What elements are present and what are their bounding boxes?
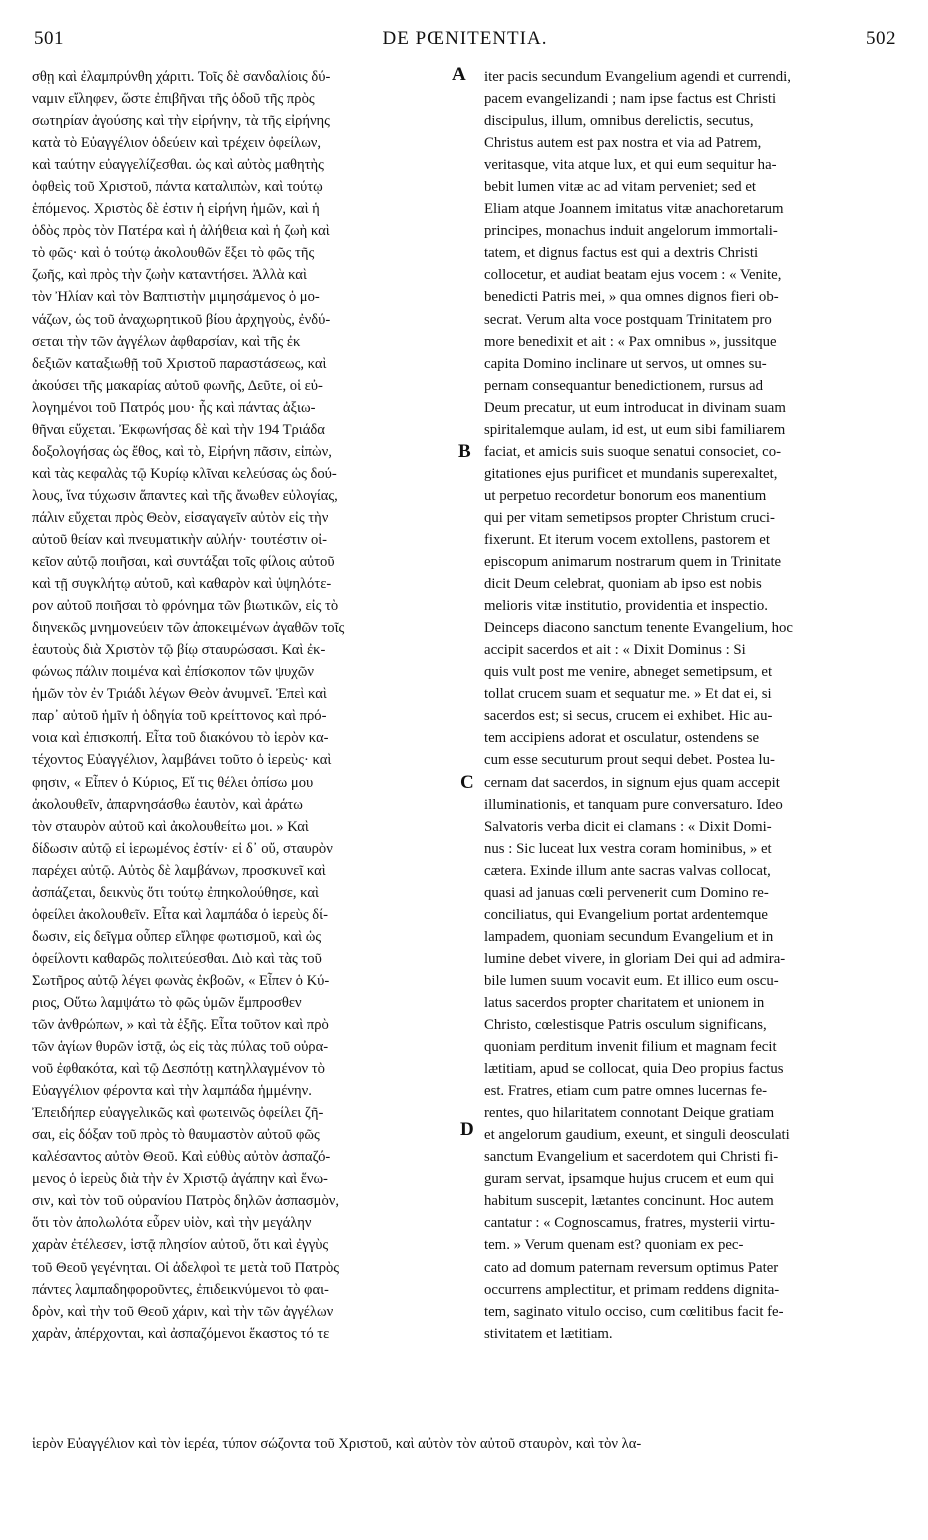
greek-text-line: ὀφείλοντι καθαρῶς πολιτεύεσθαι. Διὸ καὶ τὰς τοῦ [32,950,322,967]
greek-text-line: δοξολογήσας ὡς ἔθος, καὶ τὸ, Εἰρήνη πᾶσιν, εἰπὼν, [32,443,332,460]
latin-text-line: pernam consequantur benedictionem, rursus ad [484,377,763,394]
greek-text-line: σωτηρίαν ἀγούσης καὶ τὴν εἰρήνην, τὰ τῆς εἰρήνης [32,113,330,130]
greek-final-line: ἱερὸν Εὐαγγέλιον καὶ τὸν ἱερέα, τύπον σώζοντα τοῦ Χριστοῦ, καὶ αὐτὸν τὸν αὐτοῦ σταυρὸν, καὶ τὸν λα- [32,1436,642,1452]
greek-text-line: καλέσαντος αὐτὸν Θεοῦ. Καὶ εὐθὺς αὐτὸν ἀσπαζό- [32,1149,331,1166]
latin-text-line: lætitiam, apud se collocat, quia Deo propius factus [484,1061,784,1078]
latin-text-line: gitationes ejus purificet et mundanis superexaltet, [484,465,778,482]
latin-text-line: sacerdos est; si secus, crucem ei exhibet. Hic au- [484,708,773,725]
latin-text-line: qui per vitam semetipsos propter Christum cruci- [484,509,775,526]
greek-text-line: τὸ φῶς· καὶ ὁ τούτῳ ἀκολουθῶν ἕξει τὸ φῶς τῆς [32,245,315,262]
latin-text-line: Christo, cœlestisque Patris osculum significans, [484,1017,767,1034]
greek-text-line: ὁδὸς πρὸς τὸν Πατέρα καὶ ἡ ἀλήθεια καὶ ἡ ζωὴ καὶ [32,223,330,240]
greek-text-line: κατὰ τὸ Εὐαγγέλιον ὁδεύειν καὶ τρέχειν ὀφείλων, [32,135,322,152]
greek-text-line: παρ᾿ αὐτοῦ ἡμῖν ἡ ὁδηγία τοῦ κρείττονος καὶ πρό- [32,708,327,725]
latin-text-line: bebit lumen vitæ ac ad vitam perveniet; sed et [484,179,757,196]
greek-text-line: ἀκολουθεῖν, ἀπαρνησάσθω ἑαυτὸν, καὶ ἀράτω [32,796,303,813]
section-marker-c: C [460,772,474,793]
latin-text-line: ut perpetuo recordetur bonorum eos manentium [484,487,767,504]
latin-text-line: tatem, et dignus factus est qui a dextris Christi [484,245,759,262]
latin-text-line: est. Fratres, etiam cum patre omnes lucernas fe- [484,1083,768,1100]
greek-text-line: ναμιν εἴληφεν, ὥστε ἐπιβῆναι τῆς ὁδοῦ τῆς πρὸς [32,91,315,108]
latin-text-line: cantatur : « Cognoscamus, fratres, mysterii virtu- [484,1215,775,1232]
greek-text-line: πάντες λαμπαδηφοροῦντες, ἐπιδεικνύμενοι τὸ φαι- [32,1281,329,1298]
latin-text-line: Salvatoris verba dicit ei clamans : « Dixit Domi- [484,818,772,835]
greek-text-line: αὐτοῦ θείαν καὶ πνευματικὴν αὐλήν· τουτέστιν οἰ- [32,531,328,548]
latin-text-line: melioris vitæ institutio, providentia et inspectio. [484,598,768,615]
greek-text-line: ἑπόμενος. Χριστὸς δὲ ἐστιν ἡ εἰρήνη ἡμῶν, καὶ ἡ [32,201,320,218]
latin-text-line: secrat. Verum alta voce postquam Trinitatem pro [484,311,772,328]
greek-text-line: νάζων, ὡς τοῦ ἀναχωρητικοῦ βίου ἀρχηγοὺς, ἐνδύ- [32,311,331,328]
latin-text-line: occurrens amplectitur, et primam reddens dignita- [484,1281,780,1298]
greek-text-line: δίδωσιν αὐτῷ εἰ ἱερωμένος ἐστίν· εἰ δ᾿ οὔ, σταυρὸν [32,840,333,857]
greek-text-line: Εὐαγγέλιον φέροντα καὶ τὴν λαμπάδα ἡμμένην. [32,1083,312,1100]
latin-text-line: benedicti Patris mei, » qua omnes dignos fieri ob- [484,289,779,306]
latin-text-line: faciat, et amicis suis suoque senatui consociet, co- [484,443,782,460]
latin-text-line: dicit Deum celebrat, quoniam ab ipso est nobis [484,576,762,593]
greek-text-line: σαι, εἰς δόξαν τοῦ πρὸς τὸ θαυμαστὸν αὐτοῦ φῶς [32,1127,320,1144]
greek-text-line: σεται τὴν τῶν ἀγγέλων ἀφθαρσίαν, καὶ τῆς ἐκ [32,333,301,350]
greek-text-line: λους, ἵνα τύχωσιν ἅπαντες καὶ τῆς ἄνωθεν εὐλογίας, [32,487,338,504]
latin-text-line: quasi ad januas cœli pervenerit cum Domino re- [484,884,769,901]
latin-text-line: more benedixit et ait : « Pax omnibus », jussitque [484,333,777,350]
section-marker-d: D [460,1119,474,1140]
greek-text-line: ἑαυτοὺς διὰ Χριστὸν τῷ βίῳ σταυρώσασι. Καὶ ἐκ- [32,642,326,659]
latin-text-line: lampadem, quoniam secundum Evangelium et in [484,928,774,945]
greek-text-line: χαρὰν ἐτέλεσεν, ἱστᾷ πλησίον αὐτοῦ, ὅτι καὶ ἐγγὺς [32,1237,329,1254]
latin-text-line: stivitatem et lætitiam. [484,1325,613,1342]
greek-text-line: φησιν, « Εἶπεν ὁ Κύριος, Εἴ τις θέλει ὀπίσω μου [32,774,314,791]
latin-text-line: quoniam perditum invenit filium et magnam fecit [484,1039,777,1056]
page-number-left: 501 [34,28,64,49]
greek-text-line: κεῖον αὐτῷ ποιῆσαι, καὶ συντάξαι τοῖς φίλοις αὐτοῦ [32,554,335,571]
latin-text-line: sanctum Evangelium et sacerdotem qui Christi fi- [484,1149,779,1166]
greek-text-line: ὅτι τὸν ἀπολωλότα εὗρεν υἱὸν, καὶ τὴν μεγάλην [32,1215,312,1232]
greek-text-line: λογημένοι τοῦ Πατρός μου· ἧς καὶ πάντας ἀξιω- [32,399,316,416]
latin-text-line: quis vult post me venire, abneget semetipsum, et [484,664,773,681]
greek-text-line: καὶ τὰς κεφαλὰς τῷ Κυρίῳ κλῖναι κελεύσας ὡς δού- [32,465,337,482]
running-title: DE PŒNITENTIA. [382,28,548,49]
latin-text-line: veritasque, vita atque lux, et qui eum sequitur ha- [484,157,777,174]
latin-text-line: lumine debet vivere, in gloriam Dei qui ad admira- [484,950,786,967]
greek-text-line: τὸν Ἠλίαν καὶ τὸν Βαπτιστὴν μιμησάμενος ὁ μο- [32,289,320,306]
greek-text-line: ρον αὐτοῦ ποιῆσαι τὸ φρόνημα τῶν βιωτικῶν, εἰς τὸ [32,598,339,615]
latin-text-line: et angelorum gaudium, exeunt, et singuli deosculati [484,1127,790,1144]
greek-text-line: ἀσπάζεται, δεικνὺς ὅτι τούτῳ ἐπηκολούθησε, καὶ [32,884,319,901]
greek-text-line: ριος, Οὕτω λαμψάτω τὸ φῶς ὑμῶν ἔμπροσθεν [32,994,302,1011]
latin-text-line: spiritalemque aulam, id est, ut eum sibi familiarem [484,421,786,438]
latin-text-line: nus : Sic luceat lux vestra coram hominibus, » et [484,840,772,857]
greek-text-line: δρὸν, καὶ τὴν τοῦ Θεοῦ χάριν, καὶ τὴν τῶν ἀγγέλων [32,1303,334,1320]
greek-text-line: παρέχει αὐτῷ. Αὐτὸς δὲ λαμβάνων, προσκυνεῖ καὶ [32,862,326,879]
greek-text-line: Σωτῆρος αὐτῷ λέγει φωνὰς ἐκβοῶν, « Εἶπεν ὁ Κύ- [32,972,330,989]
greek-text-line: τῶν ἁγίων θυρῶν ἱστᾷ, ὡς εἰς τὰς πύλας τοῦ οὐρα- [32,1039,329,1056]
latin-text-line: Eliam atque Joannem imitatus vitæ anachoretarum [484,201,784,218]
greek-text-line: χαρὰν, ἀπέρχονται, καὶ ἀσπαζόμενοι ἕκαστος τό τε [32,1325,330,1342]
greek-text-line: φώνως πάλιν ποιμένα καὶ ἐπίσκοπον τῶν ψυχῶν [32,664,314,681]
greek-text-line: ἀκούσει τῆς μακαρίας αὐτοῦ φωνῆς, Δεῦτε, οἱ εὐ- [32,377,323,394]
latin-text-line: cum esse secuturum prout sequi debet. Postea lu- [484,752,775,769]
latin-text-line: pacem evangelizandi ; nam ipse factus est Christi [484,91,777,108]
latin-text-line: episcopum animarum nostrarum quem in Trinitate [484,554,782,571]
greek-text-line: ὀφθεὶς τοῦ Χριστοῦ, πάντα καταλιπὼν, καὶ τούτῳ [32,179,323,196]
latin-text-line: latus sacerdos propter charitatem et unionem in [484,994,765,1011]
latin-text-line: cætera. Exinde illum ante sacras valvas collocat, [484,862,771,879]
greek-text-line: ζωῆς, καὶ πρὸς τὴν ζωὴν καταντήσει. Ἀλλὰ καὶ [32,267,307,284]
section-marker-b: B [458,441,471,462]
running-header [34,28,896,58]
greek-text-line: καὶ ταύτην εὐαγγελίζεσθαι. ὡς καὶ αὐτὸς μαθητὴς [32,157,324,174]
latin-text-line: rentes, quo hilaritatem connotant Deique gratiam [484,1105,775,1122]
latin-text-line: tem. » Verum quenam est? quoniam ex pec- [484,1237,744,1254]
latin-text-line: collocetur, et audiat beatam ejus vocem : « Venite, [484,267,782,284]
greek-column [32,66,464,1345]
latin-text-line: Deinceps diacono sanctum tenente Evangelium, hoc [484,620,793,637]
latin-text-line: illuminationis, et tanquam pure conversaturo. Ideo [484,796,783,813]
page-number-right: 502 [866,28,896,49]
latin-text-line: tollat crucem suam et sequatur me. » Et dat ei, si [484,686,772,703]
greek-text-line: διηνεκῶς μνημονεύειν τῶν ἀποκειμένων ἀγαθῶν τοῖς [32,620,345,637]
greek-text-line: σθῃ καὶ ἐλαμπρύνθη χάριτι. Τοῖς δὲ σανδαλίοις δύ- [32,69,331,85]
greek-text-line: νοια καὶ ἐπισκοπή. Εἶτα τοῦ διακόνου τὸ ἱερὸν κα- [32,730,329,747]
greek-text-line: θῆναι εὔχεται. Ἐκφωνήσας δὲ καὶ τὴν 194 Τριάδα [32,421,325,438]
latin-text-line: Deum precatur, ut eum introducat in divinam suam [484,399,786,416]
latin-text-line: capita Domino inclinare ut servos, ut omnes su- [484,355,767,372]
greek-text-line: σιν, καὶ τὸν τοῦ οὐρανίου Πατρὸς δηλῶν ἀσπασμὸν, [32,1193,339,1210]
latin-text-line: tem accipiens adorat et osculatur, ostendens se [484,730,760,747]
greek-text-line: μενος ὁ ἱερεὺς διὰ τὴν ἐν Χριστῷ ἀγάπην καὶ ἕνω- [32,1171,328,1188]
greek-text-line: τῶν ἀνθρώπων, » καὶ τὰ ἑξῆς. Εἶτα τοῦτον καὶ πρὸ [32,1017,329,1034]
latin-text-line: Christus autem est pax nostra et via ad Patrem, [484,135,762,152]
greek-text-line: καὶ τῇ συγκλήτῳ αὐτοῦ, καὶ καθαρὸν καὶ ὑψηλότε- [32,576,332,593]
latin-text-line: conciliatus, qui Evangelium portat ardentemque [484,906,768,923]
latin-text-line: bile lumen suum vocavit eum. Et illico eum oscu- [484,972,779,989]
greek-text-line: τοῦ Θεοῦ γεγένηται. Οἱ ἀδελφοὶ τε μετὰ τοῦ Πατρὸς [32,1259,340,1276]
latin-text-line: guram servat, ipsamque hujus crucem et eum qui [484,1171,775,1188]
greek-text-line: τέχοντος Εὐαγγέλιον, λαμβάνει τοῦτο ὁ ἱερεὺς· καὶ [32,752,332,769]
greek-text-line: νοῦ ἐφθακότα, καὶ τῷ Δεσπότῃ κατηλλαγμένον τὸ [32,1061,325,1078]
latin-text-line: cato ad domum paternam reversum optimus Pater [484,1259,779,1276]
greek-text-line: Ἐπειδήπερ εὐαγγελικῶς καὶ φωτεινῶς ὀφείλει ζῆ- [32,1105,324,1122]
latin-text-line: tem, saginato vitulo occiso, cum cœlitibus facit fe- [484,1303,784,1320]
greek-text-line: ἡμῶν τὸν ἐν Τριάδι λέγων Θεὸν ἀνυμνεῖ. Ἐπεὶ καὶ [32,686,327,703]
latin-text-line: fixerunt. Et iterum vocem extollens, pastorem et [484,531,770,548]
greek-text-line: πάλιν εὔχεται πρὸς Θεὸν, εἰσαγαγεῖν αὐτὸν εἰς τὴν [32,509,329,526]
latin-text-line: discipulus, illum, omnibus derelictis, secutus, [484,113,754,130]
latin-text-line: habitum suscepit, lætantes concinunt. Hoc autem [484,1193,774,1210]
greek-text-line: δεξιῶν καταξιωθῇ τοῦ Χριστοῦ παραστάσεως, καὶ [32,355,327,372]
greek-text-line: δωσιν, εἰς δεῖγμα οὗπερ εἴληφε φωτισμοῦ, καὶ ὡς [32,928,322,945]
latin-text-line: principes, monachus induit angelorum immortali- [484,223,778,240]
greek-text-line: τὸν σταυρὸν αὐτοῦ καὶ ἀκολουθείτω μοι. » Καὶ [32,818,309,835]
latin-text-line: cernam dat sacerdos, in signum ejus quam accepit [484,774,780,791]
section-marker-a: A [452,64,466,85]
latin-column [484,66,894,1345]
latin-text-line: accipit sacerdos et ait : « Dixit Dominus : Si [484,642,746,659]
latin-text-line: iter pacis secundum Evangelium agendi et currendi, [484,69,791,85]
greek-text-line: ὀφείλει ἀκολουθεῖν. Εἶτα καὶ λαμπάδα ὁ ἱερεὺς δί- [32,906,328,923]
